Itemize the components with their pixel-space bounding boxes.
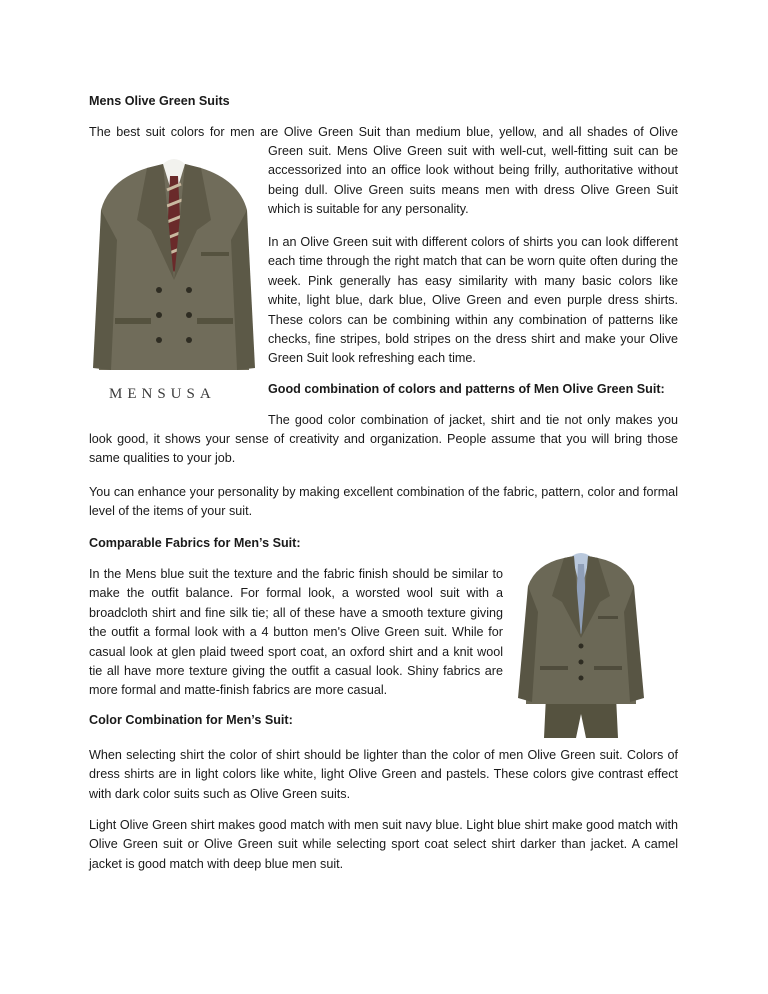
shirts-paragraph: In an Olive Green suit with different colors of shirts you can look different each time through the right match that can be worn quite often during the week. Pink generally has easy similarity with many basic colors like white, light blue, dark blue, Olive Green and even purple dress shirts. These colors can be combining within any combination of patterns like checks, fine stripes, bold stripes on the dress shirt and make your Olive Green Suit look refreshing each time. bbox=[268, 235, 678, 366]
combination-paragraph: look good, it shows your sense of creativity and organization. People assume that you will bring those same qualities to your job. bbox=[89, 432, 678, 466]
heading-combination: Good combination of colors and patterns of Men Olive Green Suit: bbox=[268, 382, 665, 396]
page-title: Mens Olive Green Suits bbox=[89, 94, 230, 108]
double-breasted-suit-image bbox=[89, 140, 259, 418]
navy-paragraph: Light Olive Green shirt makes good match with men suit navy blue. Light blue shirt make good match with Olive Green suit or Olive Green suit while selecting sport coat select shirt darker than jacket. A camel jacket is good match with deep blue men suit. bbox=[89, 818, 678, 871]
three-button-suit-image bbox=[506, 546, 656, 738]
color-paragraph: When selecting shirt the color of shirt should be lighter than the color of men Olive Green suit. Colors of dress shirts are in light colors like white, light Olive Green and pastels. These colors give contrast effect with dark color suits such as Olive Green suits. bbox=[89, 748, 678, 801]
heading-fabrics: Comparable Fabrics for Men’s Suit: bbox=[89, 536, 301, 550]
heading-color: Color Combination for Men’s Suit: bbox=[89, 713, 293, 727]
fabrics-paragraph: In the Mens blue suit the texture and the fabric finish should be similar to make the outfit balance. For formal look, a worsted wool suit with a broadcloth shirt and fine silk tie; all of these have a smooth texture giving the outfit a formal look with a 4 button men's Olive Green suit. While for casual look at glen plaid tweed sport coat, an oxford shirt and a knit wool tie all have more texture giving the outfit a casual look. Shiny fabrics are more formal and matte-finish fabrics are more casual. bbox=[89, 567, 503, 698]
combination-first-line: The good color combination of jacket, shirt and tie not only makes you bbox=[268, 413, 678, 427]
intro-paragraph: Green suit. Mens Olive Green suit with well-cut, well-fitting suit can be accessorized into an office look without being frilly, authoritative without being dull. Olive Green suits means men with dress Olive Green Suit which is suitable for any personality. bbox=[268, 144, 678, 217]
intro-first-line: The best suit colors for men are Olive Green Suit than medium blue, yellow, and all shades of Olive bbox=[89, 125, 678, 139]
mensusa-watermark: MENSUSA bbox=[109, 386, 216, 402]
personality-paragraph: You can enhance your personality by making excellent combination of the fabric, pattern, color and formal level of the items of your suit. bbox=[89, 485, 678, 519]
